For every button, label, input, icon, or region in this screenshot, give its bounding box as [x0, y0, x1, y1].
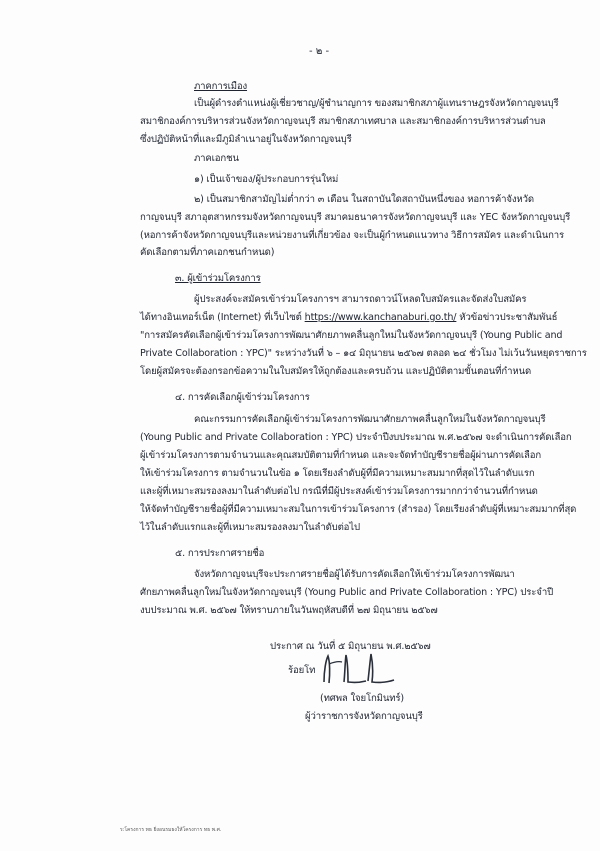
section-5-line-3: งบประมาณ พ.ศ. ๒๕๖๗ ให้ทราบภายในวันพฤหัสบดีที่ ๒๗ มิถุนายน ๒๕๖๗ [140, 605, 438, 616]
section-3-line-4: Private Collaboration : YPC)" ระหว่างวันที่ ๖ – ๑๔ มิถุนายน ๒๕๖๗ ตลอด ๒๔ ชั่วโมง ไม่เว้นวันหยุดราชการ [140, 348, 587, 359]
political-line-1: เป็นผู้ดำรงตำแหน่งผู้เชี่ยวชาญ/ผู้ชำนาญการ ของสมาชิกสภาผู้แทนราษฎรจังหวัดกาญจนบุรี [194, 98, 559, 109]
section-4-heading: ๔. การคัดเลือกผู้เข้าร่วมโครงการ [175, 392, 310, 403]
section-3-line-2-text: ได้ทางอินเทอร์เน็ต (Internet) ที่เว็บไซต์ [140, 312, 305, 323]
private-item-2-line-3: (หอการค้าจังหวัดกาญจนบุรีและหน่วยงานที่เกี่ยวข้อง จะเป็นผู้กำหนดแนวทาง วิธีการสมัคร และดำเนินการ [140, 230, 565, 241]
signer-position: ผู้ว่าราชการจังหวัดกาญจนบุรี [305, 711, 423, 722]
signer-rank: ร้อยโท [288, 665, 316, 676]
section-4-line-5: และผู้ที่เหมาะสมรองลงมาในลำดับต่อไป กรณีที่มีผู้ประสงค์เข้าร่วมโครงการมากกว่าจำนวนที่กำหนด [140, 486, 538, 497]
signer-name: (ทศพล ใจยโกมินทร์) [320, 693, 405, 704]
political-sector-heading: ภาคการเมือง [194, 81, 248, 92]
section-3-line-2-tail: หัวข้อข่าวประชาสัมพันธ์ [456, 312, 558, 323]
section-4-line-1: คณะกรรมการคัดเลือกผู้เข้าร่วมโครงการพัฒนาศักยภาพคลื่นลูกใหม่ในจังหวัดกาญจนบุรี [194, 414, 546, 425]
private-sector-heading: ภาคเอกชน [194, 153, 239, 164]
private-item-2-line-2: กาญจนบุรี สภาอุตสาหกรรมจังหวัดกาญจนบุรี สมาคมธนาคารจังหวัดกาญจนบุรี และ YEC จังหวัดกาญจนบุรี [140, 212, 571, 223]
private-item-1: ๑) เป็นเจ้าของ/ผู้ประกอบการรุ่นใหม่ [194, 174, 339, 185]
section-3-line-1: ผู้ประสงค์จะสมัครเข้าร่วมโครงการฯ สามารถดาวน์โหลดใบสมัครและจัดส่งใบสมัคร [194, 294, 527, 305]
section-4-line-4: ให้เข้าร่วมโครงการ ตามจำนวนในข้อ ๑ โดยเรียงลำดับผู้ที่มีความเหมาะสมมากที่สุดไว้ในลำดับแรก [140, 468, 535, 479]
website-link[interactable]: https://www.kanchanaburi.go.th/ [304, 312, 457, 323]
section-3-line-5: โดยผู้สมัครจะต้องกรอกข้อความในใบสมัครให้ถูกต้องและครบถ้วน และปฏิบัติตามขั้นตอนที่กำหนด [140, 366, 532, 377]
section-4-line-2: (Young Public and Private Collaboration : YPC) ประจำปีงบประมาณ พ.ศ.๒๕๖๗ จะดำเนินการคัดเลือก [140, 432, 572, 443]
private-item-2-line-4: คัดเลือกตามที่ภาคเอกชนกำหนด) [140, 247, 275, 258]
section-5-line-2: ศักยภาพคลื่นลูกใหม่ในจังหวัดกาญจนบุรี (Young Public and Private Collaboration : YPC) ประจำปี [140, 587, 554, 598]
section-4-line-7: ไว้ในลำดับแรกและผู้ที่เหมาะสมรองลงมาในลำดับต่อไป [140, 522, 360, 533]
announce-date: ประกาศ ณ วันที่ ๕ มิถุนายน พ.ศ.๒๕๖๗ [270, 641, 431, 652]
section-3-line-2 [140, 311, 557, 324]
private-item-2-line-1: ๒) เป็นสมาชิกสามัญไม่ต่ำกว่า ๓ เดือน ในสถาบันใดสถาบันหนึ่งของ หอการค้าจังหวัด [194, 194, 534, 205]
section-4-line-3: ผู้เข้าร่วมโครงการตามจำนวนและคุณสมบัติตามที่กำหนด และจะจัดทำบัญชีรายชื่อผู้ผ่านการคัดเลือก [140, 450, 542, 461]
footer-note: ร:โครงการ ทธ ยิ่งอนรมธงให้โครงการ ทธ พ.ศ. [120, 827, 222, 833]
section-3-line-3: "การสมัครคัดเลือกผู้เข้าร่วมโครงการพัฒนาศักยภาพคลื่นลูกใหม่ในจังหวัดกาญจนบุรี (Young Public and [140, 330, 563, 341]
section-5-line-1: จังหวัดกาญจนบุรีจะประกาศรายชื่อผู้ได้รับการคัดเลือกให้เข้าร่วมโครงการพัฒนา [194, 569, 515, 580]
political-line-3: ซึ่งปฏิบัติหน้าที่และมีภูมิลำเนาอยู่ในจังหวัดกาญจนบุรี [140, 134, 352, 145]
political-line-2: สมาชิกองค์การบริหารส่วนจังหวัดกาญจนบุรี สมาชิกสภาเทศบาล และสมาชิกองค์การบริหารส่วนตำบล [140, 116, 546, 127]
handwritten-signature [318, 652, 398, 688]
section-3-heading: ๓. ผู้เข้าร่วมโครงการ [175, 273, 261, 284]
section-5-heading: ๕. การประกาศรายชื่อ [175, 548, 265, 559]
section-4-line-6: ให้จัดทำบัญชีรายชื่อผู้ที่มีความเหมาะสมในการเข้าร่วมโครงการ (สำรอง) โดยเรียงลำดับผู้ที่เหมาะสมมากที่สุด [140, 504, 577, 515]
page-number: - ๒ - [309, 46, 330, 57]
